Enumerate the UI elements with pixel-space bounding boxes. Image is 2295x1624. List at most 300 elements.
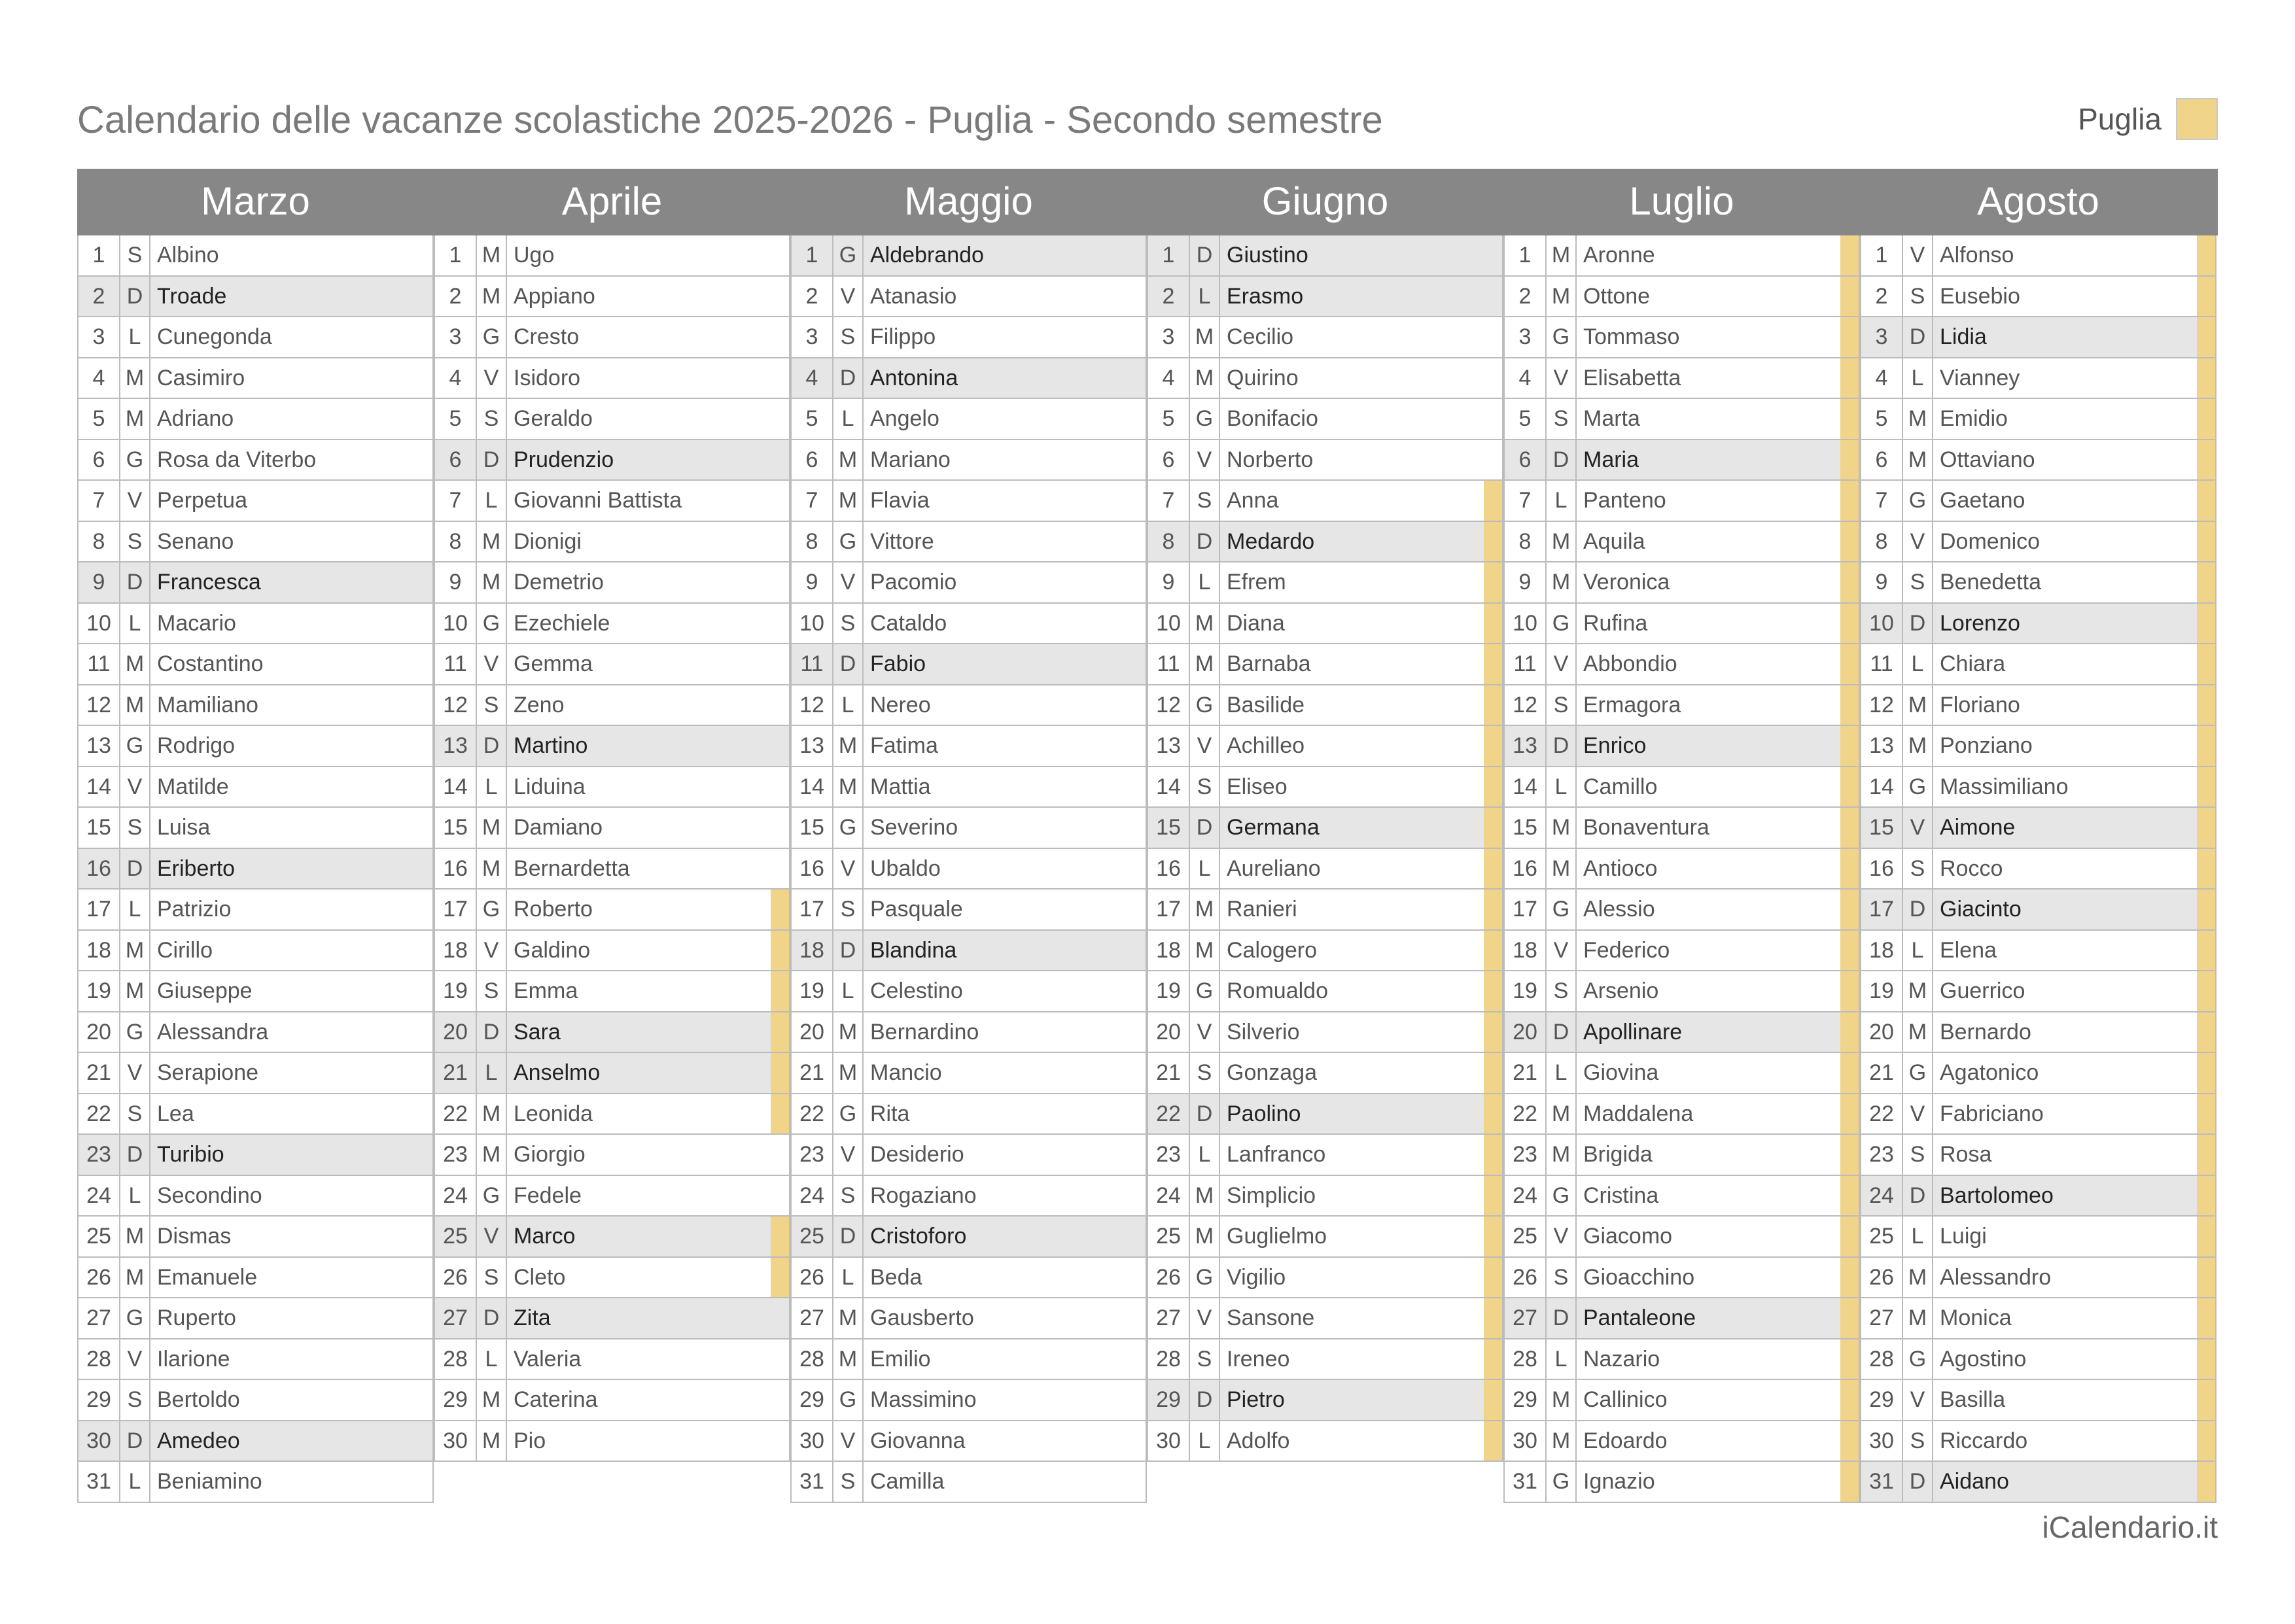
day-number: 19 — [79, 971, 120, 1011]
holiday-marker — [1127, 808, 1146, 848]
saint-name: Aureliano — [1227, 855, 1321, 881]
weekday-letter: L — [120, 1462, 150, 1502]
day-row — [434, 1135, 790, 1176]
saint-name: Bernardo — [1940, 1019, 2031, 1045]
day-row — [790, 1339, 1147, 1381]
weekday-letter: L — [1190, 1421, 1220, 1461]
weekday-letter: V — [120, 767, 150, 807]
day-row — [434, 277, 790, 318]
holiday-marker — [1484, 971, 1502, 1011]
month-grid — [77, 235, 2216, 1503]
saint-name: Secondino — [157, 1183, 262, 1208]
day-number: 28 — [1148, 1339, 1190, 1379]
day-row — [434, 1012, 790, 1054]
saint-name: Adriano — [157, 406, 234, 431]
day-number: 1 — [1148, 235, 1190, 275]
holiday-marker — [771, 849, 789, 889]
day-row — [790, 604, 1147, 645]
saint-name: Silverio — [1227, 1019, 1300, 1045]
holiday-marker — [771, 317, 789, 357]
holiday-marker — [1840, 440, 1859, 480]
holiday-marker — [2197, 1217, 2215, 1256]
saint-name: Emma — [514, 978, 578, 1003]
holiday-marker — [1484, 481, 1502, 521]
day-number: 13 — [79, 726, 120, 766]
holiday-marker — [2197, 644, 2215, 684]
saint-name: Bernardetta — [514, 855, 630, 881]
saint-name: Apollinare — [1583, 1019, 1683, 1045]
holiday-marker — [2197, 562, 2215, 602]
saint-name: Emilio — [870, 1346, 931, 1372]
day-row — [1503, 1094, 1860, 1135]
saint-name: Rogaziano — [870, 1183, 977, 1208]
saint-name: Rufina — [1583, 610, 1648, 636]
saint-name: Francesca — [157, 570, 261, 595]
saint-name: Cristina — [1583, 1183, 1659, 1208]
day-number: 17 — [435, 890, 477, 929]
day-row — [1147, 726, 1503, 767]
day-number: 11 — [1861, 644, 1903, 684]
weekday-letter: D — [1547, 1298, 1577, 1338]
saint-name: Rosa da Viterbo — [157, 447, 317, 472]
day-row — [77, 522, 434, 563]
weekday-letter: M — [477, 277, 507, 317]
day-number: 15 — [79, 808, 120, 848]
day-number: 24 — [79, 1176, 120, 1216]
saint-name: Pietro — [1227, 1387, 1285, 1412]
weekday-letter: G — [1190, 399, 1220, 439]
weekday-letter: D — [1903, 317, 1933, 357]
day-row — [790, 1462, 1147, 1503]
holiday-marker — [414, 644, 432, 684]
holiday-marker — [1840, 1217, 1859, 1256]
holiday-marker — [2197, 604, 2215, 644]
day-number: 31 — [1505, 1462, 1547, 1502]
day-number: 29 — [792, 1380, 833, 1420]
day-number: 12 — [79, 685, 120, 725]
day-number: 15 — [1505, 808, 1547, 848]
day-number: 31 — [792, 1462, 833, 1502]
saint-name: Ubaldo — [870, 855, 941, 881]
saint-name: Angelo — [870, 406, 939, 431]
saint-name: Costantino — [157, 651, 264, 676]
saint-name: Callinico — [1583, 1387, 1668, 1412]
holiday-marker — [1127, 1135, 1146, 1175]
weekday-letter: L — [1903, 358, 1933, 398]
holiday-marker — [414, 1258, 432, 1298]
day-number: 1 — [435, 235, 477, 275]
saint-name: Domenico — [1940, 528, 2041, 554]
weekday-letter: S — [120, 1094, 150, 1134]
saint-name: Federico — [1583, 937, 1670, 963]
day-number: 23 — [792, 1135, 833, 1175]
month-header-maggio: Maggio — [904, 179, 1033, 223]
weekday-letter: M — [477, 808, 507, 848]
weekday-letter: M — [833, 1298, 864, 1338]
weekday-letter: D — [1903, 1176, 1933, 1216]
holiday-marker — [414, 522, 432, 562]
day-number: 22 — [1505, 1094, 1547, 1134]
weekday-letter: L — [1903, 931, 1933, 971]
holiday-marker — [771, 767, 789, 807]
day-number: 29 — [1505, 1380, 1547, 1420]
day-row — [1860, 726, 2216, 767]
day-number: 13 — [1505, 726, 1547, 766]
day-row — [790, 971, 1147, 1012]
saint-name: Quirino — [1227, 365, 1299, 390]
day-number: 16 — [1861, 849, 1903, 889]
holiday-marker — [2197, 1339, 2215, 1379]
weekday-letter: M — [1190, 644, 1220, 684]
weekday-letter: D — [833, 931, 864, 971]
weekday-letter: L — [477, 1339, 507, 1379]
saint-name: Casimiro — [157, 365, 245, 390]
holiday-marker — [771, 277, 789, 317]
day-number: 8 — [1505, 522, 1547, 562]
day-row — [434, 1258, 790, 1299]
saint-name: Pio — [514, 1428, 546, 1453]
day-row — [790, 562, 1147, 604]
holiday-marker — [1127, 1298, 1146, 1338]
day-number: 1 — [79, 235, 120, 275]
saint-name: Valeria — [514, 1346, 582, 1372]
day-number: 10 — [1505, 604, 1547, 644]
day-number: 27 — [1505, 1298, 1547, 1338]
holiday-marker — [1484, 767, 1502, 807]
day-row — [434, 1298, 790, 1339]
holiday-marker — [414, 931, 432, 971]
weekday-letter: G — [1190, 971, 1220, 1011]
saint-name: Liduina — [514, 774, 586, 799]
weekday-letter: D — [477, 726, 507, 766]
weekday-letter: L — [1547, 481, 1577, 521]
day-row — [434, 317, 790, 358]
holiday-marker — [1484, 1094, 1502, 1134]
saint-name: Celestino — [870, 978, 963, 1003]
weekday-letter: L — [477, 767, 507, 807]
weekday-letter: M — [1547, 235, 1577, 275]
weekday-letter: M — [1547, 1094, 1577, 1134]
holiday-marker — [1127, 890, 1146, 929]
saint-name: Lorenzo — [1940, 610, 2020, 636]
day-row — [1503, 481, 1860, 522]
saint-name: Damiano — [514, 815, 603, 840]
day-row — [77, 481, 434, 522]
day-row — [77, 1298, 434, 1339]
day-row — [1860, 767, 2216, 808]
weekday-letter: G — [833, 522, 864, 562]
weekday-letter: V — [477, 358, 507, 398]
weekday-letter: D — [1547, 1012, 1577, 1052]
holiday-marker — [1840, 1012, 1859, 1052]
day-row — [1147, 890, 1503, 931]
saint-name: Riccardo — [1940, 1428, 2028, 1453]
holiday-marker — [1127, 604, 1146, 644]
saint-name: Anselmo — [514, 1060, 601, 1085]
day-row — [1147, 1258, 1503, 1299]
saint-name: Chiara — [1940, 651, 2006, 676]
saint-name: Leonida — [514, 1101, 593, 1126]
weekday-letter: M — [1903, 399, 1933, 439]
holiday-marker — [2197, 726, 2215, 766]
holiday-marker — [414, 481, 432, 521]
holiday-marker — [771, 1421, 789, 1461]
saint-name: Ilarione — [157, 1346, 230, 1372]
day-row — [1147, 399, 1503, 440]
saint-name: Guerrico — [1940, 978, 2025, 1003]
day-number: 22 — [79, 1094, 120, 1134]
day-row — [77, 1380, 434, 1421]
day-row — [1147, 317, 1503, 358]
holiday-marker — [2197, 971, 2215, 1011]
holiday-marker — [414, 399, 432, 439]
holiday-marker — [771, 971, 789, 1011]
day-number: 17 — [1148, 890, 1190, 929]
holiday-marker — [414, 1380, 432, 1420]
weekday-letter: M — [120, 931, 150, 971]
day-number: 11 — [435, 644, 477, 684]
holiday-marker — [1127, 277, 1146, 317]
weekday-letter: D — [120, 562, 150, 602]
saint-name: Zita — [514, 1305, 551, 1330]
saint-name: Maria — [1583, 447, 1639, 472]
day-number: 3 — [79, 317, 120, 357]
day-row — [1503, 685, 1860, 727]
day-row — [1503, 808, 1860, 849]
holiday-marker — [1840, 1053, 1859, 1093]
holiday-marker — [2197, 1258, 2215, 1298]
saint-name: Giovina — [1583, 1060, 1659, 1085]
weekday-letter: D — [477, 1012, 507, 1052]
day-number: 8 — [792, 522, 833, 562]
holiday-marker — [414, 1176, 432, 1216]
saint-name: Senano — [157, 528, 234, 554]
saint-name: Beniamino — [157, 1469, 262, 1494]
day-number: 5 — [1148, 399, 1190, 439]
day-row — [1147, 971, 1503, 1012]
holiday-marker — [1840, 277, 1859, 317]
day-number: 19 — [1148, 971, 1190, 1011]
saint-name: Simplicio — [1227, 1183, 1316, 1208]
saint-name: Martino — [514, 733, 588, 758]
saint-name: Agatonico — [1940, 1060, 2039, 1085]
holiday-marker — [1127, 440, 1146, 480]
saint-name: Veronica — [1583, 570, 1670, 595]
month-header-aprile: Aprile — [561, 179, 663, 223]
weekday-letter: G — [120, 1012, 150, 1052]
saint-name: Luisa — [157, 815, 211, 840]
weekday-letter: V — [1190, 726, 1220, 766]
day-row — [434, 481, 790, 522]
day-number: 21 — [1148, 1053, 1190, 1093]
weekday-letter: V — [833, 1135, 864, 1175]
day-number: 2 — [1148, 277, 1190, 317]
day-number: 9 — [1505, 562, 1547, 602]
holiday-marker — [1127, 971, 1146, 1011]
day-row — [1147, 1094, 1503, 1135]
saint-name: Rosa — [1940, 1142, 1992, 1167]
weekday-letter: M — [1903, 726, 1933, 766]
weekday-letter: G — [477, 604, 507, 644]
saint-name: Geraldo — [514, 406, 593, 431]
holiday-marker — [1484, 931, 1502, 971]
day-row — [1860, 399, 2216, 440]
day-row — [1147, 931, 1503, 972]
weekday-letter: M — [1903, 971, 1933, 1011]
weekday-letter: G — [1547, 317, 1577, 357]
weekday-letter: S — [120, 1380, 150, 1420]
legend-label: Puglia — [2078, 102, 2162, 136]
weekday-letter: G — [833, 1380, 864, 1420]
holiday-marker — [2197, 685, 2215, 725]
saint-name: Basilla — [1940, 1387, 2006, 1412]
day-row — [1860, 1380, 2216, 1421]
saint-name: Gaetano — [1940, 488, 2025, 513]
day-number: 27 — [79, 1298, 120, 1338]
day-number: 5 — [79, 399, 120, 439]
saint-name: Bonifacio — [1227, 406, 1318, 431]
saint-name: Roberto — [514, 897, 593, 922]
holiday-marker — [1127, 235, 1146, 275]
month-header-marzo: Marzo — [201, 179, 310, 223]
holiday-marker — [1127, 481, 1146, 521]
holiday-marker — [2197, 440, 2215, 480]
saint-name: Brigida — [1583, 1142, 1653, 1167]
saint-name: Elisabetta — [1583, 365, 1681, 390]
holiday-marker — [771, 358, 789, 398]
month-column-luglio — [1503, 235, 1860, 1503]
day-number: 28 — [1861, 1339, 1903, 1379]
weekday-letter: S — [1190, 481, 1220, 521]
day-row — [77, 1339, 434, 1381]
saint-name: Demetrio — [514, 570, 604, 595]
day-row — [434, 808, 790, 849]
day-number: 24 — [792, 1176, 833, 1216]
day-number: 21 — [79, 1053, 120, 1093]
saint-name: Amedeo — [157, 1428, 240, 1453]
weekday-letter: M — [1903, 1012, 1933, 1052]
holiday-marker — [1840, 481, 1859, 521]
day-row — [1503, 1135, 1860, 1176]
saint-name: Fedele — [514, 1183, 582, 1208]
holiday-marker — [1840, 971, 1859, 1011]
day-row — [1503, 277, 1860, 318]
weekday-letter: V — [1190, 1298, 1220, 1338]
holiday-marker — [2197, 399, 2215, 439]
saint-name: Ezechiele — [514, 610, 610, 636]
day-number: 26 — [1861, 1258, 1903, 1298]
holiday-marker — [1127, 1094, 1146, 1134]
holiday-marker — [1127, 358, 1146, 398]
day-number: 26 — [79, 1258, 120, 1298]
day-row — [77, 277, 434, 318]
day-row — [1860, 1012, 2216, 1054]
day-number: 28 — [435, 1339, 477, 1379]
holiday-marker — [771, 481, 789, 521]
holiday-marker — [2197, 235, 2215, 275]
day-number: 28 — [79, 1339, 120, 1379]
saint-name: Emanuele — [157, 1264, 258, 1290]
weekday-letter: M — [833, 1053, 864, 1093]
month-header-luglio: Luglio — [1629, 179, 1734, 223]
day-row — [1503, 931, 1860, 972]
saint-name: Desiderio — [870, 1142, 964, 1167]
day-number: 6 — [792, 440, 833, 480]
holiday-marker — [414, 235, 432, 275]
day-number: 7 — [1861, 481, 1903, 521]
day-number: 4 — [792, 358, 833, 398]
day-number: 16 — [435, 849, 477, 889]
weekday-letter: G — [1547, 1176, 1577, 1216]
holiday-marker — [414, 358, 432, 398]
saint-name: Ireneo — [1227, 1346, 1290, 1372]
weekday-letter: G — [477, 1176, 507, 1216]
weekday-letter: M — [1547, 562, 1577, 602]
holiday-marker — [1127, 1176, 1146, 1216]
day-number: 4 — [1148, 358, 1190, 398]
holiday-marker — [1840, 849, 1859, 889]
weekday-letter: L — [833, 685, 864, 725]
weekday-letter: S — [1547, 685, 1577, 725]
day-number: 10 — [435, 604, 477, 644]
saint-name: Turibio — [157, 1142, 224, 1167]
day-row — [1147, 1176, 1503, 1217]
day-row — [1147, 1217, 1503, 1258]
saint-name: Achilleo — [1227, 733, 1305, 758]
saint-name: Giovanni Battista — [514, 488, 682, 513]
day-number: 13 — [1861, 726, 1903, 766]
saint-name: Giustino — [1227, 243, 1308, 268]
day-number: 30 — [1505, 1421, 1547, 1461]
weekday-letter: V — [120, 1339, 150, 1379]
day-row — [434, 1421, 790, 1462]
saint-name: Cecilio — [1227, 324, 1294, 349]
weekday-letter: M — [477, 562, 507, 602]
weekday-letter: M — [1547, 808, 1577, 848]
saint-name: Medardo — [1227, 528, 1315, 554]
day-number: 10 — [792, 604, 833, 644]
day-number: 2 — [435, 277, 477, 317]
weekday-letter: D — [477, 440, 507, 480]
day-number: 24 — [435, 1176, 477, 1216]
weekday-letter: D — [1190, 235, 1220, 275]
day-number: 30 — [1861, 1421, 1903, 1461]
holiday-marker — [1127, 317, 1146, 357]
day-number: 12 — [1148, 685, 1190, 725]
day-number: 9 — [1148, 562, 1190, 602]
weekday-letter: M — [1547, 1380, 1577, 1420]
day-number: 20 — [1861, 1012, 1903, 1052]
day-row — [790, 1135, 1147, 1176]
weekday-letter: V — [1547, 358, 1577, 398]
weekday-letter: L — [120, 890, 150, 929]
holiday-marker — [1484, 808, 1502, 848]
day-row — [790, 399, 1147, 440]
weekday-letter: M — [1547, 1135, 1577, 1175]
holiday-marker — [414, 808, 432, 848]
weekday-letter: V — [833, 1421, 864, 1461]
day-row — [790, 358, 1147, 400]
saint-name: Pantaleone — [1583, 1305, 1696, 1330]
month-header-bar — [77, 169, 2218, 235]
weekday-letter: G — [1547, 890, 1577, 929]
day-number: 27 — [435, 1298, 477, 1338]
weekday-letter: L — [1190, 849, 1220, 889]
holiday-marker — [1484, 1012, 1502, 1052]
saint-name: Lea — [157, 1101, 194, 1126]
day-row — [434, 562, 790, 604]
day-number: 7 — [792, 481, 833, 521]
